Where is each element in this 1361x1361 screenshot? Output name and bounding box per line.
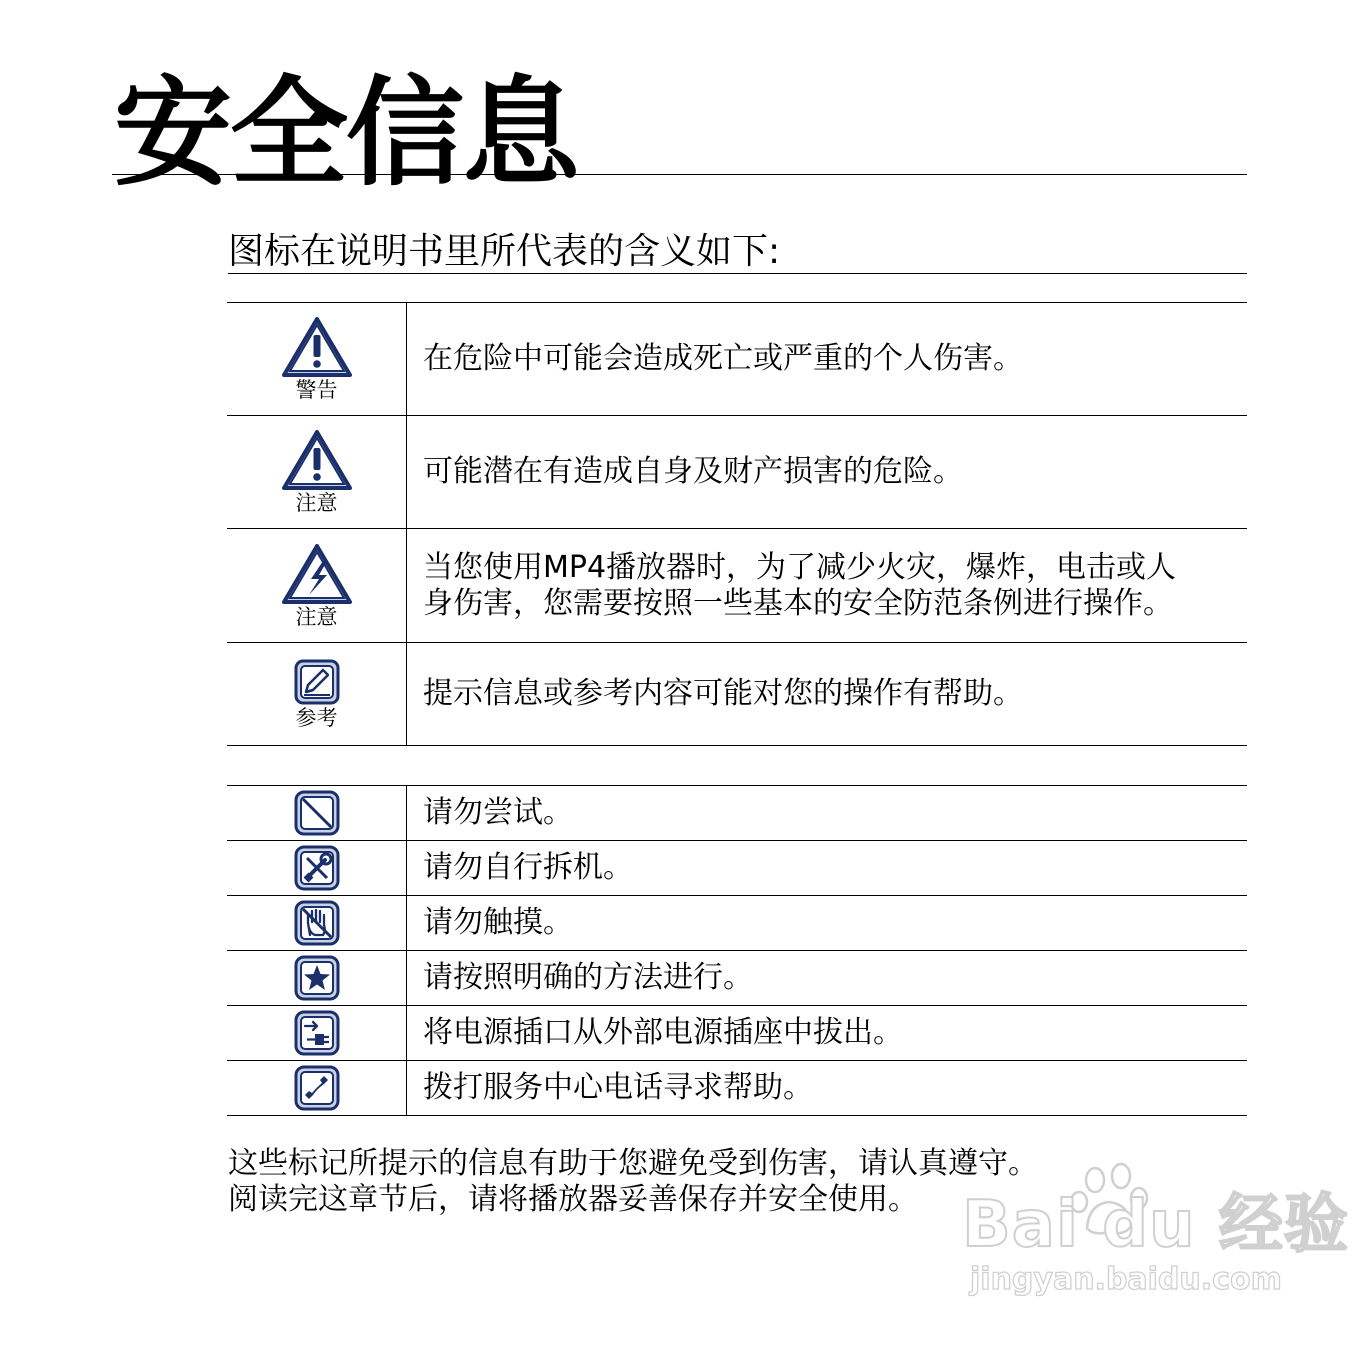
table-row (227, 786, 1247, 841)
row-text: 请勿触摸。 (407, 896, 1248, 951)
electric-shock-triangle-icon (281, 543, 353, 605)
icon-meaning-table (227, 302, 1247, 746)
page-title: 安全信息 (114, 64, 579, 202)
row-text-line: 当您使用MP4播放器时，为了减少火灾，爆炸，电击或人 (423, 549, 1177, 585)
table-row (227, 951, 1247, 1006)
subtitle-divider (228, 273, 1247, 274)
footer-notice (228, 1146, 1038, 1218)
icon-label: 注意 (295, 491, 338, 515)
unplug-power-icon (293, 1009, 341, 1057)
table-row (227, 416, 1247, 529)
table-row (227, 841, 1247, 896)
row-text: 提示信息或参考内容可能对您的操作有帮助。 (407, 643, 1248, 746)
table-row (227, 896, 1247, 951)
row-text: 将电源插口从外部电源插座中拔出。 (407, 1006, 1248, 1061)
row-text: 可能潜在有造成自身及财产损害的危险。 (407, 416, 1248, 529)
section-subtitle: 图标在说明书里所代表的含义如下: (228, 231, 781, 272)
footer-line: 阅读完这章节后，请将播放器妥善保存并安全使用。 (228, 1182, 918, 1217)
action-symbol-table (227, 785, 1247, 1116)
table-row (227, 1006, 1247, 1061)
row-text: 在危险中可能会造成死亡或严重的个人伤害。 (407, 303, 1248, 416)
table-row (227, 529, 1247, 643)
row-text: 拨打服务中心电话寻求帮助。 (407, 1061, 1248, 1116)
icon-label: 注意 (295, 604, 338, 629)
table-row (227, 303, 1247, 416)
row-text-line: 身伤害，您需要按照一些基本的安全防范条例进行操作。 (423, 585, 1173, 621)
watermark-url: jingyan.baidu.com (970, 1262, 1282, 1297)
call-service-phone-icon (293, 1064, 341, 1112)
row-text: 请勿尝试。 (407, 786, 1248, 841)
caution-triangle-icon (281, 429, 353, 491)
watermark-brand: Bai du 经验 (962, 1188, 1349, 1262)
do-not-disassemble-icon (293, 844, 341, 892)
table-row (227, 1061, 1247, 1116)
icon-label: 参考 (295, 706, 338, 730)
baidu-jingyan-watermark (962, 1160, 1349, 1310)
icon-label: 警告 (295, 378, 338, 402)
footer-line: 这些标记所提示的信息有助于您避免受到伤害，请认真遵守。 (228, 1146, 1038, 1181)
note-pencil-icon (293, 658, 341, 706)
warning-triangle-icon (281, 316, 353, 378)
follow-directions-star-icon (293, 954, 341, 1002)
row-text: 请勿自行拆机。 (407, 841, 1248, 896)
row-text (407, 529, 1248, 643)
row-text: 请按照明确的方法进行。 (407, 951, 1248, 1006)
do-not-attempt-icon (293, 789, 341, 837)
do-not-touch-icon (293, 899, 341, 947)
title-divider (112, 174, 1247, 175)
table-row (227, 643, 1247, 746)
